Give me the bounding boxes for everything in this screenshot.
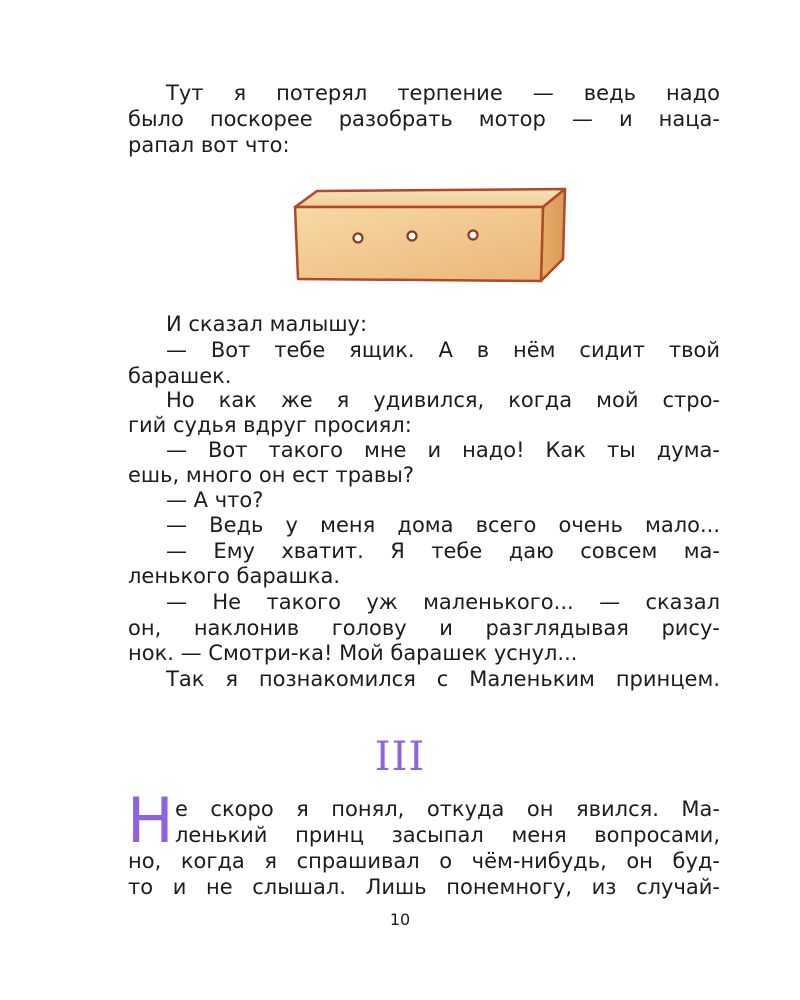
- dialogue-line: ешь, много он ест травы?: [128, 463, 415, 487]
- chapter-number: III: [374, 734, 426, 780]
- dialogue-line: — А что?: [166, 488, 264, 512]
- dialogue-line: Но как же я удивился, когда мой стро-: [166, 388, 720, 412]
- dialogue-line: Так я познакомился с Маленьким принцем.: [166, 667, 720, 691]
- paragraph-line: Тут я потерял терпение — ведь надо: [166, 81, 720, 105]
- drop-cap: Н: [127, 784, 174, 857]
- dialogue-line: — Не такого уж маленького... — сказал: [166, 590, 720, 614]
- box-front-face: [295, 207, 543, 281]
- dialogue-line: барашек.: [128, 364, 232, 388]
- dialogue-line: — Ему хватит. Я тебе даю совсем ма-: [166, 539, 720, 563]
- paragraph-line: рапал вот что:: [128, 133, 290, 157]
- dialogue-line: — Вот такого мне и надо! Как ты дума-: [166, 438, 720, 462]
- dialogue-line: ленького барашка.: [128, 564, 340, 588]
- air-hole: [408, 232, 417, 241]
- dialogue-line: он, наклонив голову и разглядывая рису-: [128, 616, 720, 640]
- dialogue-line: гий судья вдруг просиял:: [128, 413, 412, 437]
- chapter-line: е скоро я понял, откуда он явился. Ма-: [175, 797, 720, 821]
- dialogue-line: — Ведь у меня дома всего очень мало...: [166, 513, 720, 537]
- dialogue-line: И сказал малышу:: [166, 312, 368, 336]
- page-number: 10: [389, 910, 411, 929]
- dialogue-line: нок. — Смотри-ка! Мой барашек уснул...: [128, 641, 578, 665]
- box-top-face: [295, 189, 565, 207]
- air-hole: [354, 234, 363, 243]
- dialogue-line: — Вот тебе ящик. А в нём сидит твой: [166, 338, 720, 362]
- chapter-line: то и не слышал. Лишь понемногу, из случай-: [128, 875, 720, 899]
- chapter-line: но, когда я спрашивал о чём-нибудь, он буд-: [128, 849, 720, 873]
- box-illustration: [290, 185, 570, 290]
- chapter-line: ленький принц засыпал меня вопросами,: [175, 823, 720, 847]
- paragraph-line: было поскорее разобрать мотор — и наца-: [128, 107, 720, 131]
- air-hole: [469, 231, 478, 240]
